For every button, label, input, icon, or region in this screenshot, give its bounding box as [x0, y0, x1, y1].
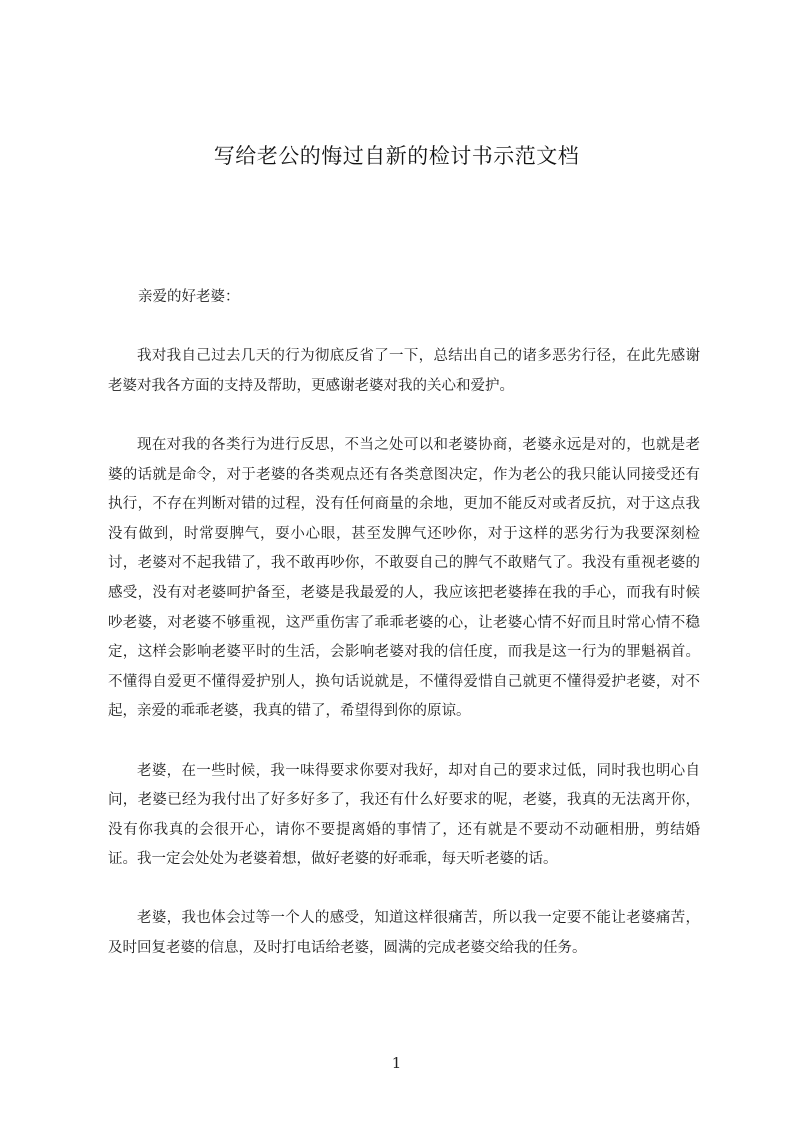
paragraph-4: 老婆，我也体会过等一个人的感受，知道这样很痛苦，所以我一定要不能让老婆痛苦，及时回复老婆的信息，及时打电话给老婆，圆满的完成老婆交给我的任务。: [108, 910, 700, 957]
paragraph-1: 我对我自己过去几天的行为彻底反省了一下，总结出自己的诸多恶劣行径，在此先感谢老婆对我各方面的支持及帮助，更感谢老婆对我的关心和爱护。: [108, 348, 700, 394]
document-body: [108, 283, 700, 993]
salutation: 亲爱的好老婆：: [138, 289, 240, 305]
paragraph-3: 老婆，在一些时候，我一味得要求你要对我好，却对自己的要求过低，同时我也明心自问，老婆已经为我付出了好多好多了，我还有什么好要求的呢，老婆，我真的无法离开你，没有你我真的会很开心，请你不要提离婚的事情了，还有就是不要动不动砸相册，剪结婚证。我一定会处处为老婆着想，做好老婆的好乖乖，每天听老婆的话。: [108, 762, 700, 868]
document-title: 写给老公的悔过自新的检讨书示范文档: [213, 144, 580, 168]
paragraph-2: 现在对我的各类行为进行反思，不当之处可以和老婆协商，老婆永远是对的，也就是老婆的话就是命令，对于老婆的各类观点还有各类意图决定，作为老公的我只能认同接受还有执行，不存在判断对错的过程，没有任何商量的余地，更加不能反对或者反抗，对于这点我没有做到，时常耍脾气，耍小心眼，甚至发脾气还吵你，对于这样的恶劣行为我要深刻检讨，老婆对不起我错了，我不敢再吵你，不敢耍自己的脾气不敢赌气了。我没有重视老婆的感受，没有对老婆呵护备至，老婆是我最爱的人，我应该把老婆捧在我的手心，而我有时候吵老婆，对老婆不够重视，这严重伤害了乖乖老婆的心，让老婆心情不好而且时常心情不稳定，这样会影响老婆平时的生活，会影响老婆对我的信任度，而我是这一行为的罪魁祸首。不懂得自爱更不懂得爱护别人，换句话说就是，不懂得爱惜自己就更不懂得爱护老婆，对不起，亲爱的乖乖老婆，我真的错了，希望得到你的原谅。: [108, 436, 700, 720]
page-number: 1: [391, 1054, 402, 1072]
